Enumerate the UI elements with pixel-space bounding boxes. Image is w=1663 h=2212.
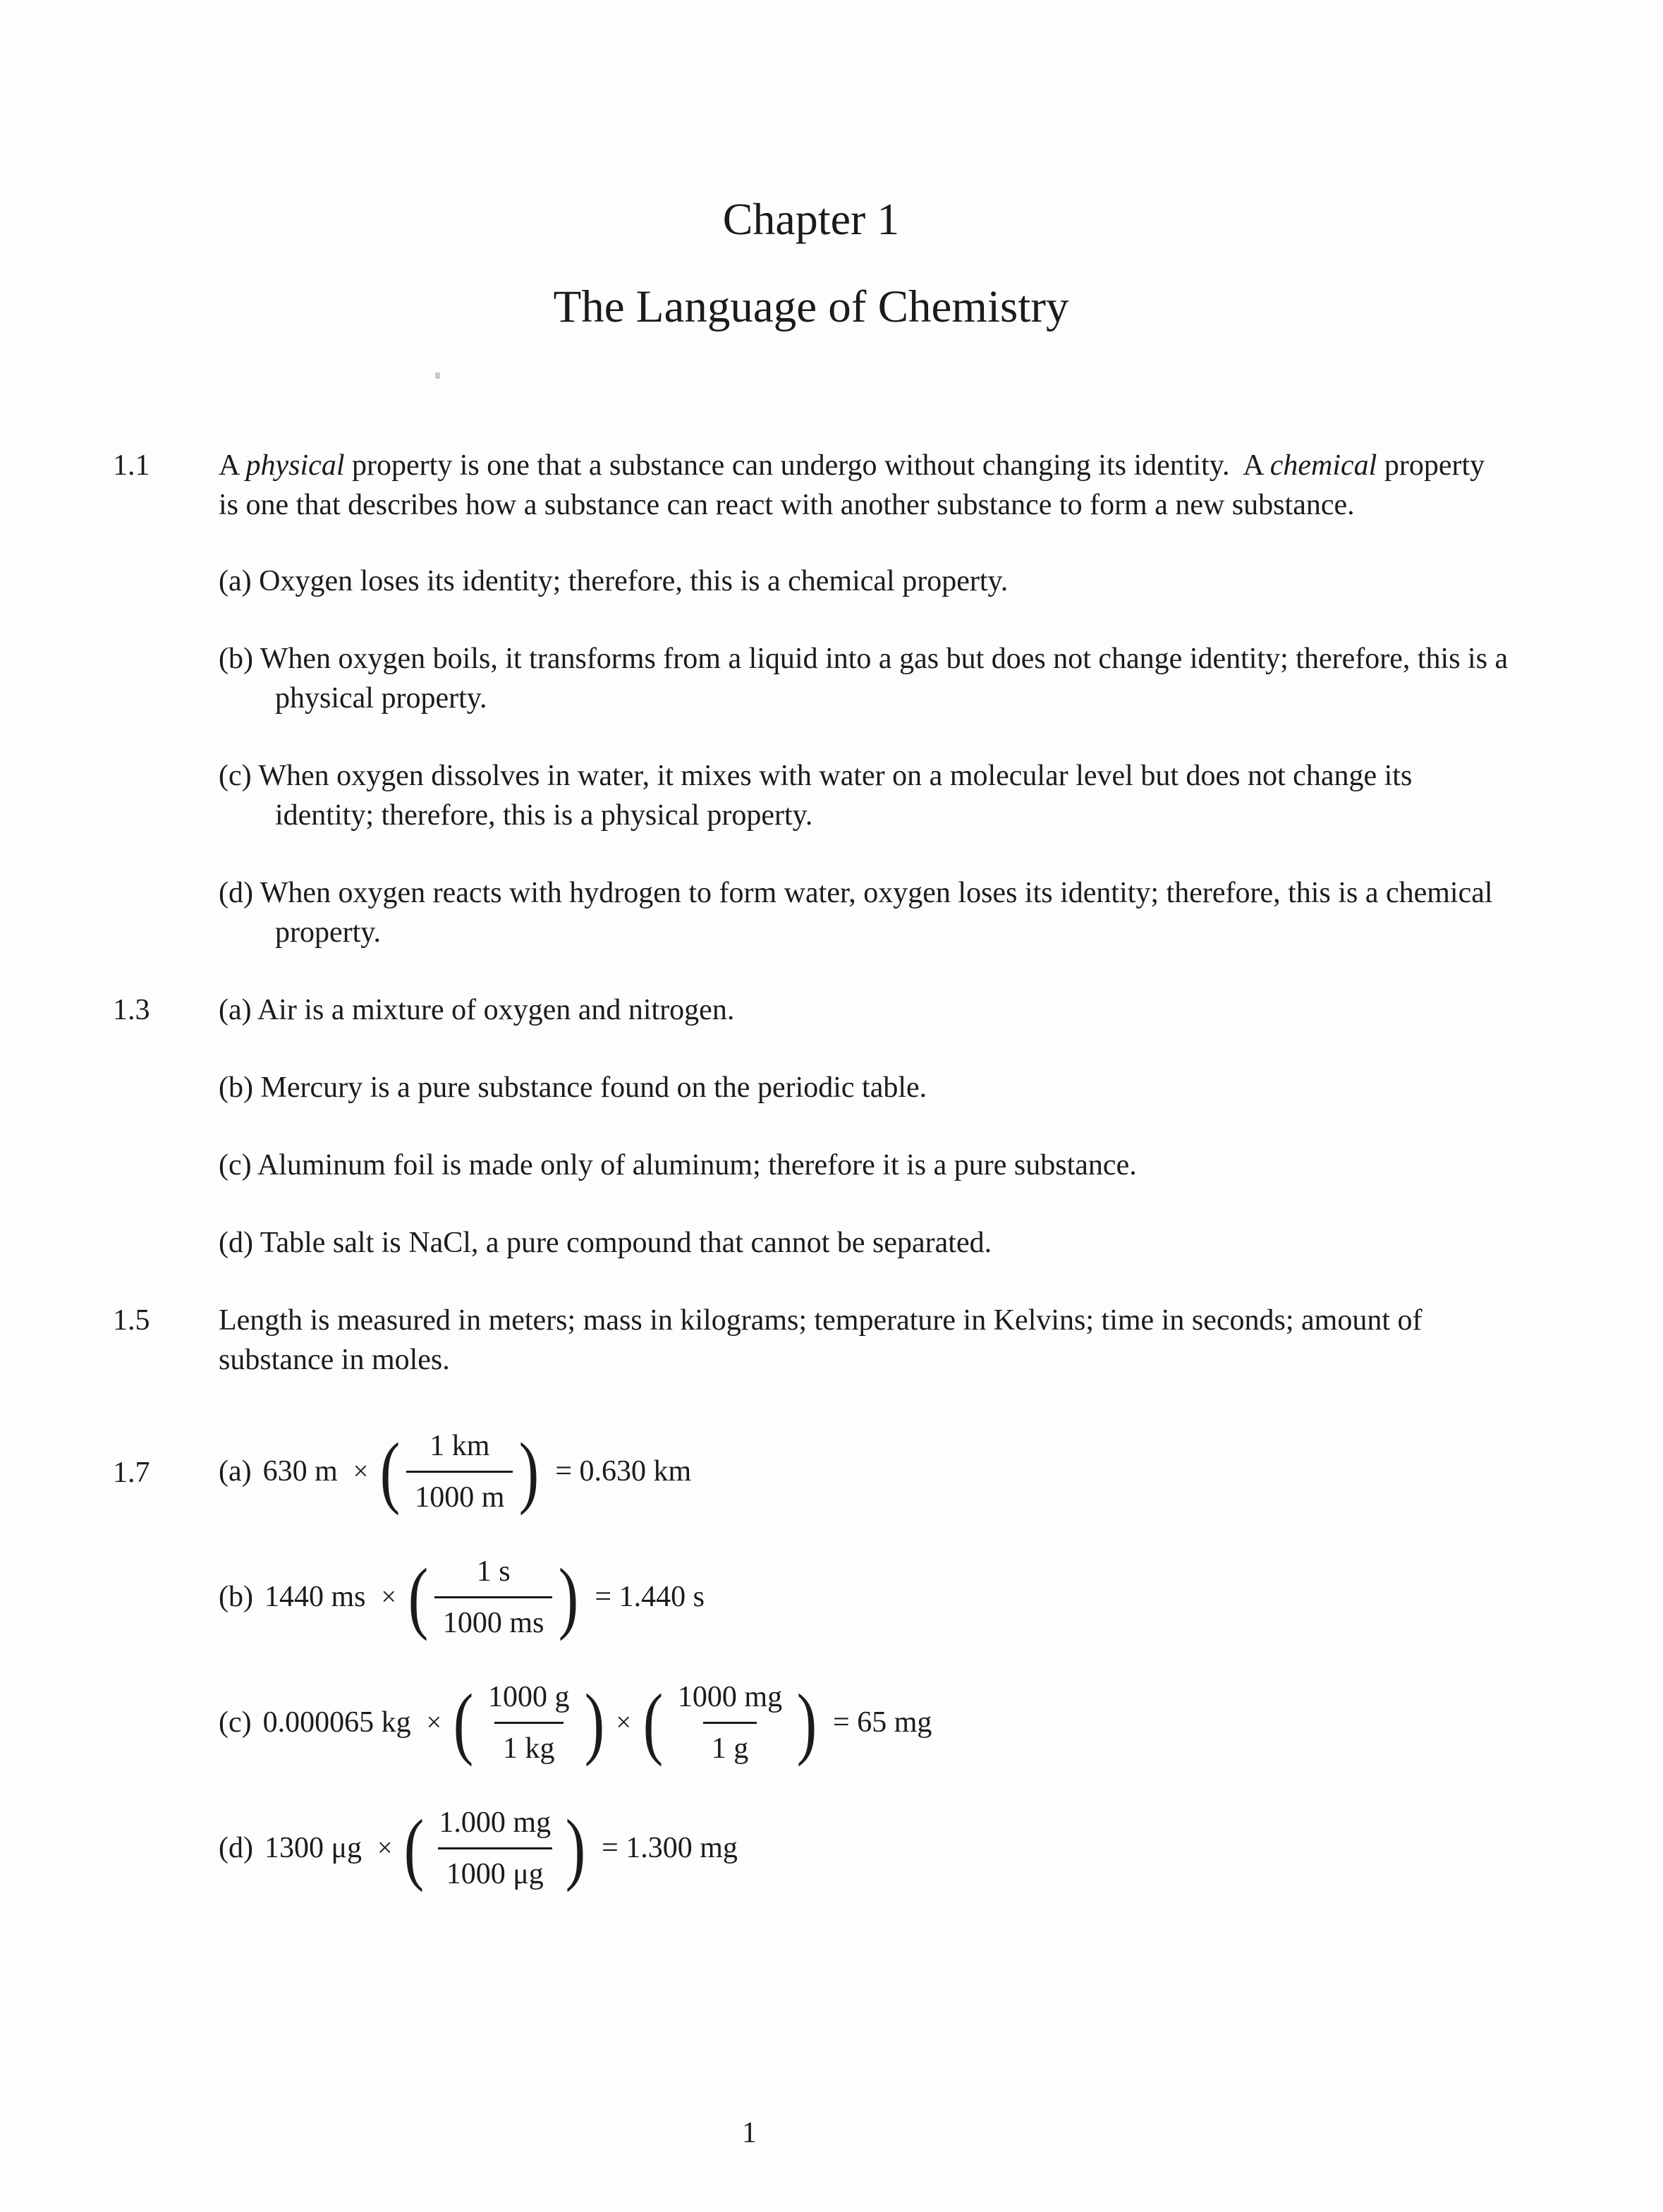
fraction [430,1803,559,1894]
close-paren-glyph: ) [565,1802,586,1892]
item-text: Aluminum foil is made only of aluminum; therefore it is a pure substance. [257,1149,1137,1181]
multiply-sign: × [381,1582,396,1612]
equation-result: = 1.300 mg [602,1832,738,1864]
problem-number: 1.3 [113,994,150,1026]
problem-number: 1.1 [113,449,150,482]
fraction [480,1677,578,1768]
item-text: When oxygen reacts with hydrogen to form water, oxygen loses its identity; therefore, this is a chemical property. [260,877,1493,949]
open-paren-glyph: ( [453,1677,474,1767]
equation-lhs: 0.000065 kg [262,1706,411,1739]
intro-italic-chemical: chemical [1269,449,1377,482]
fraction-numerator: 1 s [476,1555,511,1588]
problems-list [113,446,1509,1920]
answer-item-c [219,756,1509,835]
fraction [434,1552,553,1643]
item-label: (b) [219,1071,253,1104]
page-title: The Language of Chemistry [553,281,1069,332]
problem-1-7 [113,1418,1509,1920]
fraction-denominator: 1 g [703,1722,757,1768]
fraction-denominator: 1000 ms [434,1596,553,1643]
fraction-denominator: 1000 μg [438,1847,552,1894]
fraction-numerator: 1000 g [488,1680,570,1713]
equation-b [219,1543,1509,1651]
equation-d [219,1794,1509,1902]
open-paren-glyph: ( [379,1426,401,1516]
open-paren-glyph: ( [408,1551,429,1641]
answer-item-a [219,990,1509,1030]
close-paren-glyph: ) [796,1677,817,1767]
equation-lhs: 1300 μg [264,1832,363,1864]
problem-1-3 [113,990,1509,1301]
close-paren-glyph: ) [584,1677,604,1767]
item-label: (a) [219,565,252,597]
intro-text: property is one that describes how a substance can react with another substance to form a new substance. [219,449,1485,521]
answer-item-c [219,1146,1509,1185]
equation-label: (b) [219,1581,253,1613]
multiply-sign: × [353,1457,369,1486]
item-label: (a) [219,994,252,1026]
equation-lhs: 630 m [262,1455,338,1488]
problem-number: 1.5 [113,1304,150,1337]
multiply-sign: × [377,1833,393,1863]
equation-a [219,1418,1509,1525]
intro-italic-physical: physical [245,449,345,482]
answer-item-b [219,1068,1509,1107]
fraction [406,1426,513,1517]
equation-lhs: 1440 ms [264,1581,366,1613]
close-paren-glyph: ) [519,1426,540,1516]
problem-body [219,990,1509,1301]
intro-text: property is one that a substance can undergo without changing its identity. A [344,449,1270,482]
answer-paragraph: Length is measured in meters; mass in kilograms; temperature in Kelvins; time in seconds; amount of substance in moles. [219,1304,1423,1376]
scan-artifact-dot [435,372,440,379]
fraction-denominator: 1000 m [406,1471,513,1517]
multiply-sign: × [616,1708,631,1737]
item-text: When oxygen boils, it transforms from a liquid into a gas but does not change identity; therefore, this is a physical property. [260,643,1509,715]
multiply-sign: × [426,1708,442,1737]
equation-label: (d) [219,1832,253,1864]
equation-c [219,1669,1509,1776]
fraction-numerator: 1 km [430,1429,490,1462]
intro-text: A [219,449,246,482]
equation-label: (c) [219,1706,252,1739]
item-label: (d) [219,877,253,909]
item-label: (d) [219,1227,253,1259]
answer-item-b [219,639,1509,718]
item-text: Oxygen loses its identity; therefore, this is a chemical property. [259,565,1009,597]
chapter-heading [113,192,1509,334]
chapter-title: Chapter 1 [722,194,900,244]
fraction-denominator: 1 kg [494,1722,564,1768]
equation-result: = 0.630 km [555,1455,692,1488]
problem-body [219,1301,1509,1418]
page-number: 1 [742,2117,757,2149]
fraction [669,1677,791,1768]
equation-result: = 1.440 s [595,1581,705,1613]
problem-1-5 [113,1301,1509,1418]
problem-number: 1.7 [113,1457,150,1489]
item-label: (b) [219,643,253,675]
item-text: Table salt is NaCl, a pure compound that cannot be separated. [260,1227,992,1259]
answer-item-d [219,873,1509,952]
equation-label: (a) [219,1455,252,1488]
open-paren-glyph: ( [642,1677,664,1767]
open-paren-glyph: ( [404,1802,425,1892]
item-text: Air is a mixture of oxygen and nitrogen. [257,994,735,1026]
fraction-numerator: 1.000 mg [439,1806,552,1839]
close-paren-glyph: ) [559,1551,579,1641]
item-label: (c) [219,760,252,792]
item-text: Mercury is a pure substance found on the periodic table. [260,1071,927,1104]
problem-intro-paragraph [219,446,1509,525]
item-text: When oxygen dissolves in water, it mixes with water on a molecular level but does not change its identity; therefore, this is a physical property. [258,760,1413,832]
problem-body [219,446,1509,990]
problem-body [219,1418,1509,1920]
answer-item-d [219,1223,1509,1263]
equation-result: = 65 mg [833,1706,932,1739]
problem-1-1 [113,446,1509,990]
fraction-numerator: 1000 mg [677,1680,783,1713]
item-label: (c) [219,1149,252,1181]
answer-item-a [219,561,1509,601]
